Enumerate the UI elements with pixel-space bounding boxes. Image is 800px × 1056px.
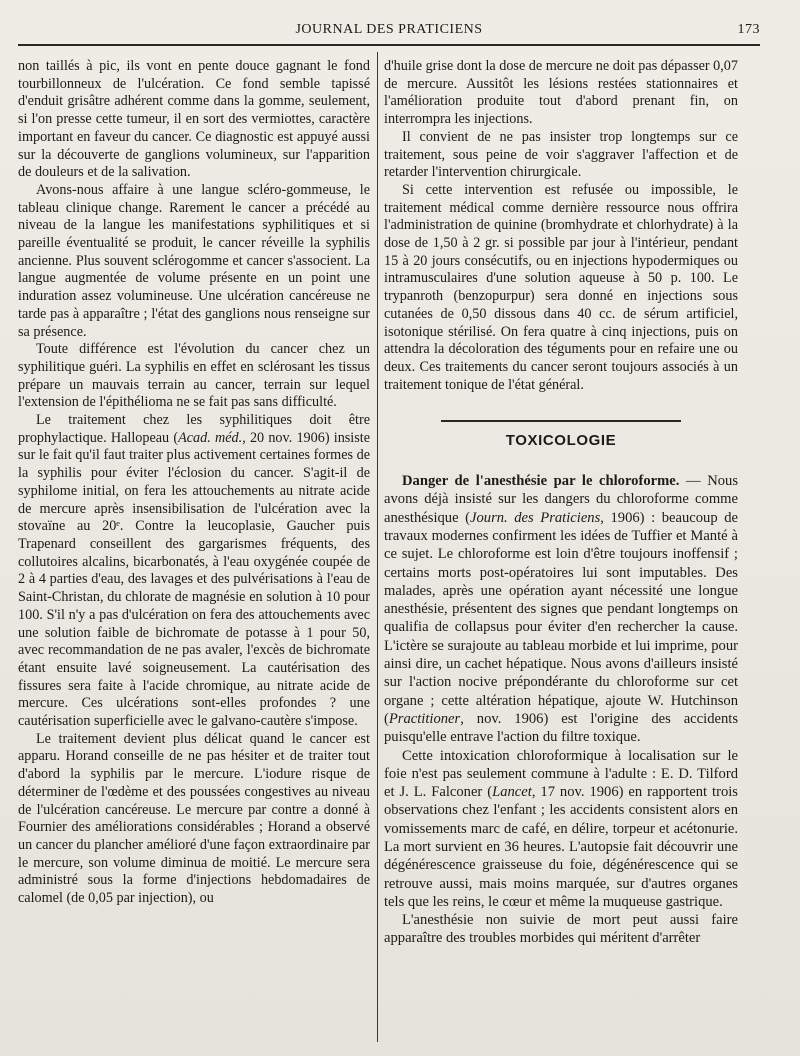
text-run: Le traitement chez les syphilitiques doit être prophylactique. Hallopeau ( [18, 412, 370, 446]
article-title: Danger de l'anesthésie par le chloroforme. [402, 473, 680, 490]
article-body [384, 472, 738, 948]
text-run: Nous avons déjà insisté sur les dangers du chloroforme comme anesthésique ( [384, 473, 739, 526]
paragraph: Le traitement devient plus délicat quand le cancer est apparu. Horand conseille de ne pas hésiter et de traiter tout d'abord la syphilis par le mercure. L'iodure risque de déterminer de l'œdème et des poussées congestives au niveau de l'ulcération cancéreuse. Le mercure par contre a donné à Fournier des améliorations considérables ; Horand a observé un cancer du plancher amélioré d'une façon extraordinaire par le mercure, son volume diminua de moitié. Le mercure sera administré sous la forme d'injections hebdomadaires de calomel (de 0,05 par injection), ou [18, 730, 370, 907]
text-run: , 20 nov. 1906) insiste sur le fait qu'il faut traiter plus activement certaines formes de la syphilis pour éviter l'éclosion du cancer. S'agit-il de syphilome initial, on fera les attouchements au nitrate acide de mercure après insensibilisation de l'ulcération avec la stovaïne au 20ᵉ. Contre la leucoplasie, Gaucher puis Trapenard conseillent des gargarismes fréquents, des collutoires alcalins, bicarbonatés, à l'eau oxygénée coupée de 2 à 4 parties d'eau, des lavages et des pulvérisations à l'eau de Saint-Christan, du chlorate de magnésie en solution à 10 pour 100. S'il n'y a pas d'ulcération on fera des attouchements avec une solution faible de bichromate de potasse à 1 pour 50, avec recommandation de ne pas avaler, l'excès de bichromate étant ensuite lavé soigneusement. La cautérisation des fissures sera faite à l'acide chromique, au nitrate acide de mercure. Ces ulcérations sont-elles profondes ? une cautérisation superficielle avec le galvano-cautère s'impose. [18, 429, 371, 730]
paragraph [18, 412, 370, 731]
paragraph [384, 747, 738, 912]
paragraph: Il convient de ne pas insister trop longtemps sur ce traitement, sous peine de voir s'aggraver l'affection et de retarder l'intervention chirurgicale. [384, 128, 738, 181]
paragraph: non taillés à pic, ils vont en pente douce gagnant le fond tourbillonneux de l'ulcération. Ce fond semble tapissé d'enduit grisâtre adhérent comme dans la gomme, seulement, si l'on presse cette tumeur, il en sort des vermiottes, caractère important en faveur du cancer. Ce diagnostic est appuyé aussi sur la découverte de ganglions volumineux, sur l'apparition de douleurs et de la salivation. [18, 58, 370, 181]
paragraph: L'anesthésie non suivie de mort peut aussi faire apparaître des troubles morbides qui méritent d'arrêter [384, 912, 738, 947]
text-run: , 17 nov. 1906) en rapportent trois observations chez l'enfant ; les accidents consistent alors en vomissements marc de café, en délire, torpeur et acétonurie. La mort survient en 36 heures. L'autopsie fait découvrir une dégénérescence graisseuse du foie, dégénérescence qui se retrouve aussi, mais moins marquée, sur d'autres organes tels que les reins, le cœur et même la muqueuse gastrique. [384, 784, 738, 910]
section-rule [441, 420, 681, 422]
right-column [384, 58, 738, 948]
running-head [18, 22, 760, 42]
paragraph: Si cette intervention est refusée ou impossible, le traitement médical comme dernière ressource nous offrira l'administration de quinine (bromhydrate et chlorhydrate) à la dose de 1,50 à 2 gr. si possible par jour à l'intérieur, pendant 15 à 20 jours consécutifs, ou en injections hypodermiques ou intramusculaires d'une solution aqueuse à 50 p. 100. Le trypanroth (benzopurpur) sera donné en injections sous cutanées de 0,50 dissous dans 40 cc. de sérum artificiel, isotonique stérilisé. On fera quatre à cinq injections, puis on attendra la décoloration des téguments pour en refaire une ou deux. Ces traitements du cancer seront toujours associés à un traitement tonique de l'état général. [384, 181, 738, 393]
paragraph: d'huile grise dont la dose de mercure ne doit pas dépasser 0,07 de mercure. Aussitôt les lésions restées stationnaires et l'amélioration produite tout d'abord prenant fin, on interrompra les injections. [384, 58, 738, 128]
column-divider [377, 52, 378, 1042]
section-header [384, 420, 738, 450]
paragraph [384, 472, 738, 746]
paragraph: Avons-nous affaire à une langue scléro-gommeuse, le tableau clinique change. Rarement le cancer a précédé au niveau de la langue les manifestations syphilitiques et si pareille éventualité se produit, le cancer réveille la syphilis ancienne. Plus souvent sclérogomme et cancer s'associent. La langue augmentée de volume présente en un point une induration assez volumineuse. Une ulcération cancéreuse ne tarde pas à apparaître ; l'état des ganglions nous renseigne sur sa présence. [18, 181, 370, 340]
page-number: 173 [737, 22, 760, 37]
text-run: , 1906) : beaucoup de travaux modernes confirment les idées de Tuffier et Manté à ce sujet. Le chloroforme est loin d'être toujours inoffensif ; certains morts post-opératoires lui sont imputables. Des malades, après une opération ayant nécessité une longue anesthésie, présentent des signes que pendant longtemps on qualifia de collapsus pour éviter d'en rechercher la cause. L'ictère se surajoute au tableau morbide et lui imprime, pour ainsi dire, un cachet hépatique. Nous avons d'ailleurs insisté sur l'action nocive prépondérante du chloroforme sur cet organe ; cette altération hépatique, ajoute W. Hutchinson ( [384, 509, 738, 727]
paragraph: Toute différence est l'évolution du cancer chez un syphilitique guéri. La syphilis en effet en sclérosant les tissus prépare un mauvais terrain au cancer, terrain sur lequel l'extension de l'épithélioma ne se fait pas sans difficulté. [18, 341, 370, 411]
left-column [18, 58, 370, 908]
text-run: Cette intoxication chloroformique à localisation sur le foie n'est pas seulement commune à l'adulte : E. D. Tilford et J. L. Falconer ( [384, 747, 738, 801]
citation: Lancet [492, 784, 532, 801]
citation: Acad. méd. [178, 429, 243, 446]
citation: Practitioner [388, 710, 461, 727]
text-run: — [679, 473, 708, 490]
header-rule [18, 44, 760, 46]
text-run: , nov. 1906) est l'origine des accidents puisqu'elle entrave l'action du filtre toxique. [384, 710, 738, 746]
journal-title: JOURNAL DES PRATICIENS [295, 22, 483, 37]
section-heading: TOXICOLOGIE [505, 432, 617, 450]
citation: Journ. des Praticiens [470, 509, 601, 526]
